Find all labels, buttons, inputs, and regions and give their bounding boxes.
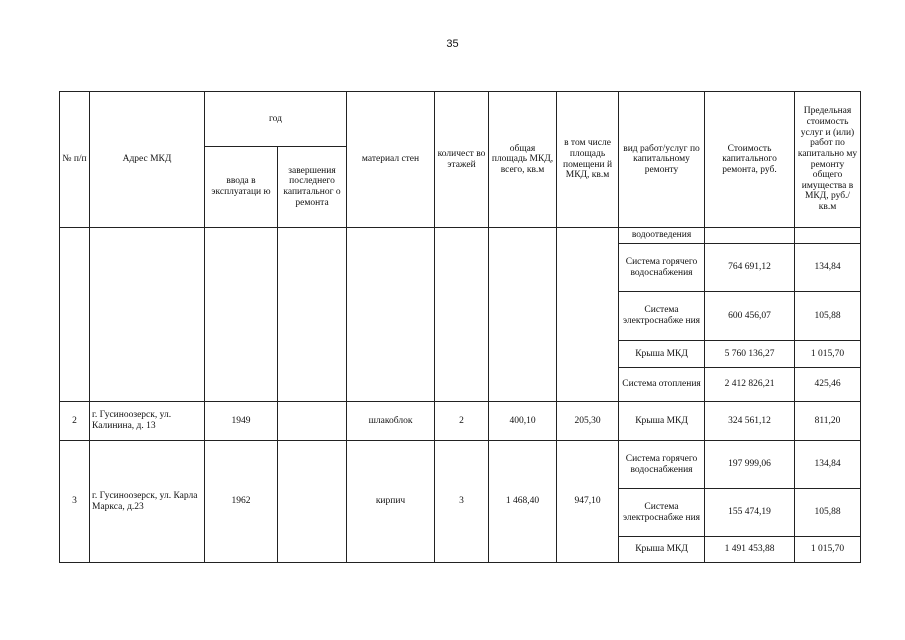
cell-num: 2	[60, 402, 90, 441]
cell-cost	[705, 228, 795, 244]
cell-max-cost: 134,84	[795, 441, 861, 489]
header-year-group: год	[205, 92, 347, 147]
cell-max-cost	[795, 228, 861, 244]
cell-total-area: 400,10	[489, 402, 557, 441]
cell-cost: 324 561,12	[705, 402, 795, 441]
cell-work-type: Крыша МКД	[619, 341, 705, 368]
cell-total-area: 1 468,40	[489, 441, 557, 563]
cell-max-cost: 134,84	[795, 244, 861, 292]
cell-max-cost: 1 015,70	[795, 537, 861, 563]
cell-work-type: Система электроснабже ния	[619, 292, 705, 341]
cell-work-type: Система отопления	[619, 368, 705, 402]
cell-wall-material: шлакоблок	[347, 402, 435, 441]
cell-cost: 155 474,19	[705, 489, 795, 537]
cell-max-cost: 105,88	[795, 489, 861, 537]
cell-premises-area: 947,10	[557, 441, 619, 563]
cell-floors	[435, 228, 489, 402]
cell-year-last-repair	[278, 441, 347, 563]
cell-max-cost: 105,88	[795, 292, 861, 341]
cell-max-cost: 811,20	[795, 402, 861, 441]
cell-premises-area	[557, 228, 619, 402]
cell-year-commission: 1949	[205, 402, 278, 441]
header-cost: Стоимость капитального ремонта, руб.	[705, 92, 795, 228]
cell-year-commission	[205, 228, 278, 402]
header-row-top	[60, 92, 861, 147]
cell-cost: 600 456,07	[705, 292, 795, 341]
table-row	[60, 402, 861, 441]
cell-work-type: Система электроснабже ния	[619, 489, 705, 537]
header-total-area: общая площадь МКД, всего, кв.м	[489, 92, 557, 228]
cell-work-type: водоотведения	[619, 228, 705, 244]
cell-cost: 2 412 826,21	[705, 368, 795, 402]
cell-work-type: Система горячего водоснабжения	[619, 441, 705, 489]
cell-total-area	[489, 228, 557, 402]
cell-work-type: Система горячего водоснабжения	[619, 244, 705, 292]
cell-address: г. Гусиноозерск, ул. Калинина, д. 13	[90, 402, 205, 441]
cell-year-commission: 1962	[205, 441, 278, 563]
cell-wall-material: кирпич	[347, 441, 435, 563]
cell-wall-material	[347, 228, 435, 402]
header-year-last-repair: завершения последнего капитальног о ремонта	[278, 147, 347, 228]
cell-max-cost: 1 015,70	[795, 341, 861, 368]
cell-cost: 764 691,12	[705, 244, 795, 292]
header-premises-area: в том числе площадь помещени й МКД, кв.м	[557, 92, 619, 228]
cell-num	[60, 228, 90, 402]
cell-num: 3	[60, 441, 90, 563]
cell-cost: 197 999,06	[705, 441, 795, 489]
cell-address	[90, 228, 205, 402]
cell-cost: 1 491 453,88	[705, 537, 795, 563]
cell-work-type: Крыша МКД	[619, 537, 705, 563]
cell-premises-area: 205,30	[557, 402, 619, 441]
table-row	[60, 228, 861, 244]
page-number: 35	[446, 38, 459, 50]
header-work-type: вид работ/услуг по капитальному ремонту	[619, 92, 705, 228]
header-address: Адрес МКД	[90, 92, 205, 228]
table-row	[60, 441, 861, 489]
capital-repair-table	[59, 91, 861, 563]
cell-address: г. Гусиноозерск, ул. Карла Маркса, д.23	[90, 441, 205, 563]
cell-year-last-repair	[278, 228, 347, 402]
header-max-cost: Предельная стоимость услуг и (или) работ по капитально му ремонту общего имущества в МКД, руб./кв.м	[795, 92, 861, 228]
cell-work-type: Крыша МКД	[619, 402, 705, 441]
header-num: № п/п	[60, 92, 90, 228]
cell-max-cost: 425,46	[795, 368, 861, 402]
cell-cost: 5 760 136,27	[705, 341, 795, 368]
cell-floors: 3	[435, 441, 489, 563]
header-year-commission: ввода в эксплуатаци ю	[205, 147, 278, 228]
header-wall-material: материал стен	[347, 92, 435, 228]
header-floors: количест во этажей	[435, 92, 489, 228]
cell-floors: 2	[435, 402, 489, 441]
cell-year-last-repair	[278, 402, 347, 441]
